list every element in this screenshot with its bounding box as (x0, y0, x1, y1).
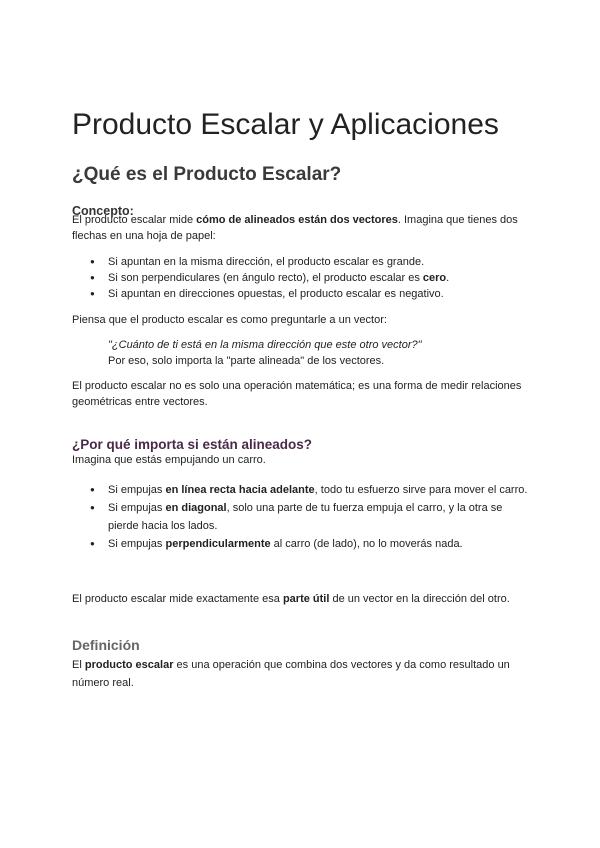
text-run: Si son perpendiculares (en ángulo recto), el producto escalar es (108, 272, 423, 284)
bold-run: cómo de alineados están dos vectores (196, 214, 398, 226)
concept-summary: El producto escalar no es solo una operación matemática; es una forma de medir relaciones geométricas entre vectores. (72, 380, 522, 408)
text-run: Si apuntan en la misma dirección, el producto escalar es grande. (108, 256, 425, 268)
text-run: al carro (de lado), no lo moverás nada. (270, 538, 463, 550)
why-bullet-list (72, 481, 532, 553)
bold-run: parte útil (282, 593, 330, 605)
text-run: Si empujas (108, 538, 166, 550)
bold-run: perpendicularmente (165, 538, 271, 550)
list-item (72, 499, 532, 535)
list-item (72, 481, 532, 499)
text-run: . Imagina que tienes dos flechas en una hoja de papel: (72, 214, 518, 242)
list-item (72, 254, 532, 270)
bold-run: producto escalar (84, 659, 174, 671)
text-run: Si empujas (108, 484, 166, 496)
concept-paragraph (72, 212, 532, 244)
concept-bullet-list (72, 254, 532, 302)
text-run: de un vector en la dirección del otro. (329, 593, 510, 605)
why-heading: ¿Por qué importa si están alineados? (72, 436, 313, 452)
text-run: El (72, 659, 85, 671)
bold-run: cero (422, 272, 447, 284)
bold-run: en diagonal (165, 502, 227, 514)
definition-paragraph (72, 656, 532, 692)
definition-heading: Definición (72, 637, 140, 653)
bold-run: en línea recta hacia adelante (165, 484, 315, 496)
why-conclusion (72, 591, 532, 607)
document-title: Producto Escalar y Aplicaciones (72, 108, 499, 142)
text-run: El producto escalar mide (72, 214, 197, 226)
list-item (72, 535, 532, 553)
text-run: Si empujas (108, 502, 166, 514)
why-intro: Imagina que estás empujando un carro. (72, 454, 266, 466)
text-run: es una operación que combina dos vectores y da como resultado un número real. (72, 659, 510, 689)
italic-run: "¿Cuánto de ti está en la misma dirección que este otro vector?" (108, 339, 422, 351)
text-run: , todo tu esfuerzo sirve para mover el carro. (314, 484, 528, 496)
text-run: Por eso, solo importa la "parte alineada" de los vectores. (108, 355, 385, 367)
list-item (72, 286, 532, 302)
list-item (72, 270, 532, 286)
text-run: Si apuntan en direcciones opuestas, el producto escalar es negativo. (108, 288, 444, 300)
concept-heading: Concepto: (72, 203, 134, 218)
concept-quote (72, 337, 568, 369)
text-run: El producto escalar mide exactamente esa (72, 593, 283, 605)
concept-question-intro: Piensa que el producto escalar es como preguntarle a un vector: (72, 314, 387, 326)
text-run: , solo una parte de tu fuerza empuja el carro, y la otra se pierde hacia los lados. (108, 502, 503, 532)
section-heading-what: ¿Qué es el Producto Escalar? (72, 163, 342, 185)
text-run: . (446, 272, 450, 284)
